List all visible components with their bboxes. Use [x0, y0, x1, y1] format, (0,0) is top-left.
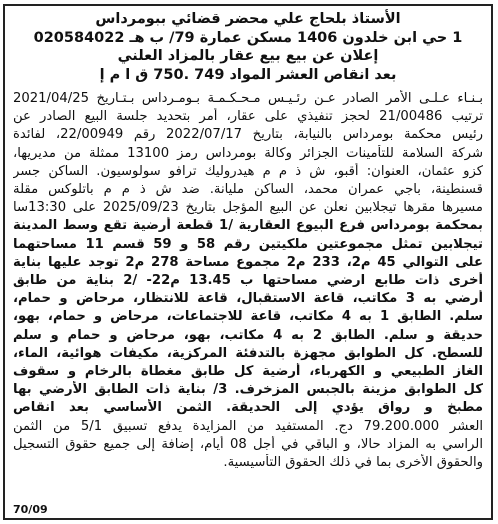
legal-articles: بعد انقاص العشر المواد 749 .750 ق ا م إ	[99, 66, 397, 83]
body-line: كزو عثمان، العنوان: أقبو، ش ذ م م هيدروليك ترافو سولوسيون. الساكن جسر	[13, 163, 483, 179]
body-line: بمحكمة بومرداس فرع البيوع العقارية /1 قطعة أرضية تقع وسط المدينة	[13, 218, 483, 234]
announcement-frame	[3, 4, 493, 520]
body-line: أرضي به 3 مكاتب، قاعة الاستقبال، قاعة للانتظار، مرحاض و حمام،	[13, 291, 483, 307]
body-line: بـنـاء عـلـى الأمر الصادر عـن رئـيـس مـحـكـمـة بـومـرداس بـتـاريخ 2021/04/25	[13, 91, 483, 106]
body-line: تيجلابين تمثل مجموعتين ملكيتين رقم 58 و 59 قسم 11 مساحتهما	[13, 236, 483, 252]
body-line: على التوالي 45 م2، 233 م2 مجموع مساحة 278 م2 توجد عليها بناية	[13, 254, 483, 270]
body-line: سلم. الطابق 1 به 4 مكاتب، قاعة للاجتماعات، مرحاض و حمام، بهو،	[13, 309, 483, 325]
body-line: العشر 79.200.000 دج. المستفيد من المزايدة يدفع تسبيق 5/1 من الثمن	[13, 418, 483, 434]
body-line: الراسي به المزاد حالا، و الباقي في أجل 08 أيام، إضافة إلى جميع حقوق التسجيل	[13, 436, 483, 452]
body-line: أخرى ذات طابع ارضي مساحتها ب 13.45 م22- /2 بناية من طابق	[13, 273, 483, 289]
body-line: شركة السلامة للتأمينات الجزائر وكالة بومرداس رمز 13100 ممثلة من مديريها،	[13, 145, 483, 161]
body-line: مسيرها مقرها تيجلابين نعلن عن البيع المؤجل بتاريخ 2025/09/23 على 13:30سا	[13, 200, 483, 216]
bailiff-name: الأستاذ بلحاج علي محضر قضائي ببومرداس	[95, 11, 401, 27]
body-line: حديقة و سلم. الطابق 2 به 4 مكاتب، بهو، مرحاض و حمام و سلم	[13, 327, 483, 343]
body-line: الغاز الطبيعي و الكهرباء، أرضية كل طابق مغطاة بالرخام و سقوف	[13, 364, 483, 380]
body-line: للسطح. كل الطوابق مجهزة بالتدفئة المركزية، مكيفات هوائية، الماء،	[13, 345, 483, 361]
footer-code: 70/09	[13, 503, 48, 516]
announcement-header	[13, 10, 483, 84]
body-line: قسنطينة، باجي عمران محمد، الساكن مليانة. ضد ش ذ م م باتلوكس مقلة	[13, 182, 483, 198]
bailiff-address: 1 حي ابن خلدون 1406 مسكن عمارة 79/ ب هـ 020584022	[33, 29, 463, 46]
body-line: ترتيب 21/00486 لحجز تنفيذي على عقار، أمر بتحديد جلسة البيع الصادر عن	[13, 109, 483, 125]
body-line: رئيس محكمة بومرداس بالنيابة، بتاريخ 2022/07/17 رقم 22/00949، لفائدة	[13, 127, 483, 143]
body-line: مطبخ و رواق يؤدي إلى الحديقة. الثمن الأساسي بعد انقاص	[13, 400, 483, 416]
body-line: والحقوق الأخرى بما في ذلك الحقوق التأسيسية.	[223, 455, 483, 471]
announcement-body	[13, 90, 483, 472]
announcement-title: إعلان عن بيع بيع عقار بالمزاد العلني	[117, 48, 379, 64]
body-line: كل الطوابق مزينة بالجبس المزخرف. 3/ بناية ذات الطابق الأرضي بها	[13, 382, 483, 398]
